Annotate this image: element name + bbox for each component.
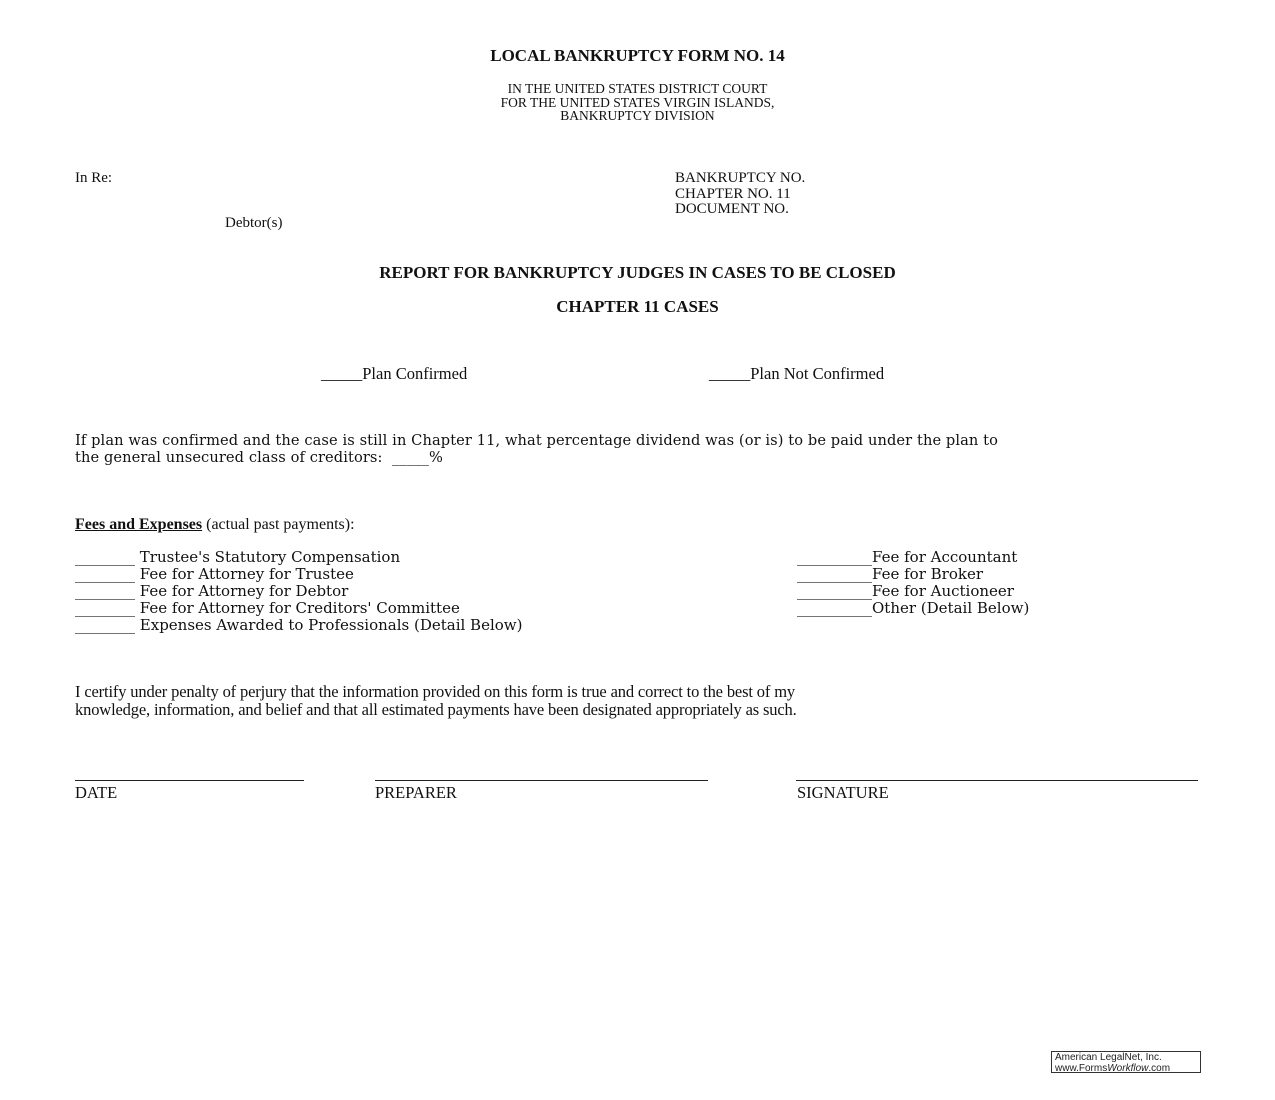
court-line: IN THE UNITED STATES DISTRICT COURT	[507, 81, 768, 96]
plan-not-confirmed-option[interactable]	[709, 364, 884, 384]
court-line: FOR THE UNITED STATES VIRGIN ISLANDS,	[500, 94, 775, 110]
fee-blank[interactable]: ________	[75, 582, 135, 600]
fee-blank[interactable]: __________	[797, 582, 872, 600]
fee-label: Fee for Accountant	[872, 548, 1018, 566]
url-italic: Workflow	[1107, 1062, 1149, 1074]
url-prefix: www.Forms	[1055, 1062, 1108, 1074]
plan-confirmed-label: Plan Confirmed	[362, 364, 468, 383]
fee-blank[interactable]: __________	[797, 548, 872, 566]
signature-label: SIGNATURE	[797, 783, 889, 802]
percent-sign: %	[429, 449, 443, 466]
court-line: BANKRUPTCY DIVISION	[560, 108, 715, 123]
dividend-line-2-text: the general unsecured class of creditors:	[75, 449, 393, 466]
date-line[interactable]	[75, 780, 304, 781]
fee-label: Fee for Auctioneer	[872, 582, 1014, 600]
dividend-question	[75, 432, 998, 466]
publisher-company: American LegalNet, Inc.	[1055, 1052, 1162, 1063]
url-suffix: .com	[1148, 1062, 1171, 1074]
publisher-url	[1055, 1064, 1200, 1075]
fees-heading	[75, 516, 355, 534]
fee-item	[75, 566, 522, 583]
fee-item	[797, 583, 1029, 600]
fee-item	[797, 600, 1029, 617]
fee-list-right	[797, 549, 1029, 617]
fees-heading-bold: Fees and Expenses	[75, 516, 203, 533]
fee-blank[interactable]: ________	[75, 548, 135, 566]
fee-blank[interactable]: ________	[75, 565, 135, 583]
dividend-line-1: If plan was confirmed and the case is still in Chapter 11, what percentage dividend was (or is) to be paid under the plan to	[75, 432, 999, 449]
fee-label: Fee for Attorney for Trustee	[139, 565, 354, 583]
chapter-no-label: CHAPTER NO. 11	[675, 185, 791, 202]
plan-confirmed-option[interactable]	[321, 364, 467, 384]
in-re-label: In Re:	[75, 170, 113, 186]
fee-label: Trustee's Statutory Compensation	[139, 548, 401, 566]
dividend-line-2	[75, 449, 998, 466]
document-no-label: DOCUMENT NO.	[675, 201, 789, 217]
debtor-label: Debtor(s)	[225, 215, 283, 231]
preparer-label: PREPARER	[375, 783, 457, 802]
fee-blank[interactable]: ________	[75, 599, 135, 617]
form-title: LOCAL BANKRUPTCY FORM NO. 14	[490, 46, 785, 65]
signature-line[interactable]	[796, 780, 1198, 781]
fee-label: Fee for Attorney for Creditors' Committee	[139, 599, 460, 617]
fee-item	[75, 617, 522, 634]
court-heading	[0, 82, 1275, 123]
dividend-percent-blank[interactable]: _____	[392, 449, 430, 466]
report-title: REPORT FOR BANKRUPTCY JUDGES IN CASES TO BE CLOSED	[379, 263, 896, 282]
case-fields	[675, 171, 805, 218]
fee-blank[interactable]: __________	[797, 565, 872, 583]
fee-item	[797, 549, 1029, 566]
plan-not-confirmed-label: Plan Not Confirmed	[750, 364, 885, 383]
fee-item	[75, 549, 522, 566]
fee-list-left	[75, 549, 522, 634]
fee-label: Other (Detail Below)	[872, 599, 1030, 617]
preparer-line[interactable]	[375, 780, 708, 781]
fee-blank[interactable]: ________	[75, 616, 135, 634]
bankruptcy-no-label: BANKRUPTCY NO.	[675, 170, 806, 186]
fee-label: Fee for Attorney for Debtor	[139, 582, 349, 600]
fee-label: Fee for Broker	[872, 565, 983, 583]
fee-blank[interactable]: __________	[797, 599, 872, 617]
fee-item	[75, 600, 522, 617]
plan-confirmed-blank[interactable]: _____	[321, 364, 363, 383]
certification-line-2: knowledge, information, and belief and that all estimated payments have been designated appropriately as such.	[75, 699, 797, 719]
fees-heading-rest: (actual past payments):	[202, 516, 355, 533]
plan-not-confirmed-blank[interactable]: _____	[709, 364, 751, 383]
report-subtitle: CHAPTER 11 CASES	[556, 297, 719, 316]
certification-line-1: I certify under penalty of perjury that the information provided on this form is true and correct to the best of my	[75, 682, 795, 701]
fee-item	[797, 566, 1029, 583]
date-label: DATE	[75, 783, 118, 802]
fee-label: Expenses Awarded to Professionals (Detail Below)	[139, 616, 523, 634]
publisher-footer	[1051, 1051, 1201, 1073]
fee-item	[75, 583, 522, 600]
certification-text	[75, 683, 797, 718]
